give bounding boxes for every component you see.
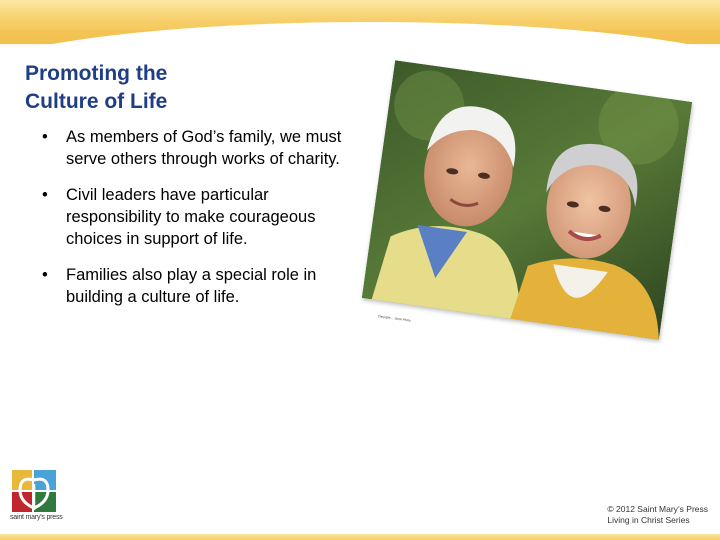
slide-title: Promoting the Culture of Life bbox=[25, 62, 168, 113]
bullet-item bbox=[42, 264, 342, 308]
elderly-couple-photo bbox=[362, 60, 692, 339]
bullet-marker: • bbox=[42, 128, 48, 146]
copyright-block bbox=[607, 504, 708, 526]
bullet-item bbox=[42, 184, 342, 250]
series-line: Living in Christ Series bbox=[607, 515, 690, 525]
bullet-text: As members of God’s family, we must serve others through works of charity. bbox=[66, 128, 342, 168]
logo-mark-icon bbox=[10, 468, 58, 514]
bullet-list bbox=[42, 126, 342, 322]
bottom-decorative-band bbox=[0, 534, 720, 540]
saint-marys-press-logo bbox=[10, 468, 63, 524]
bullet-item bbox=[42, 126, 342, 170]
bullet-text: Civil leaders have particular responsibility to make courageous choices in support of life. bbox=[66, 186, 316, 248]
logo-wordmark: saint mary's press bbox=[10, 514, 63, 521]
bullet-marker: • bbox=[42, 266, 48, 284]
photo-illustration bbox=[362, 60, 692, 339]
copyright-line: © 2012 Saint Mary’s Press bbox=[607, 504, 708, 514]
bullet-marker: • bbox=[42, 186, 48, 204]
photo-credit: Copyright ... Stock Photo bbox=[377, 314, 411, 323]
bullet-text: Families also play a special role in building a culture of life. bbox=[66, 266, 317, 306]
